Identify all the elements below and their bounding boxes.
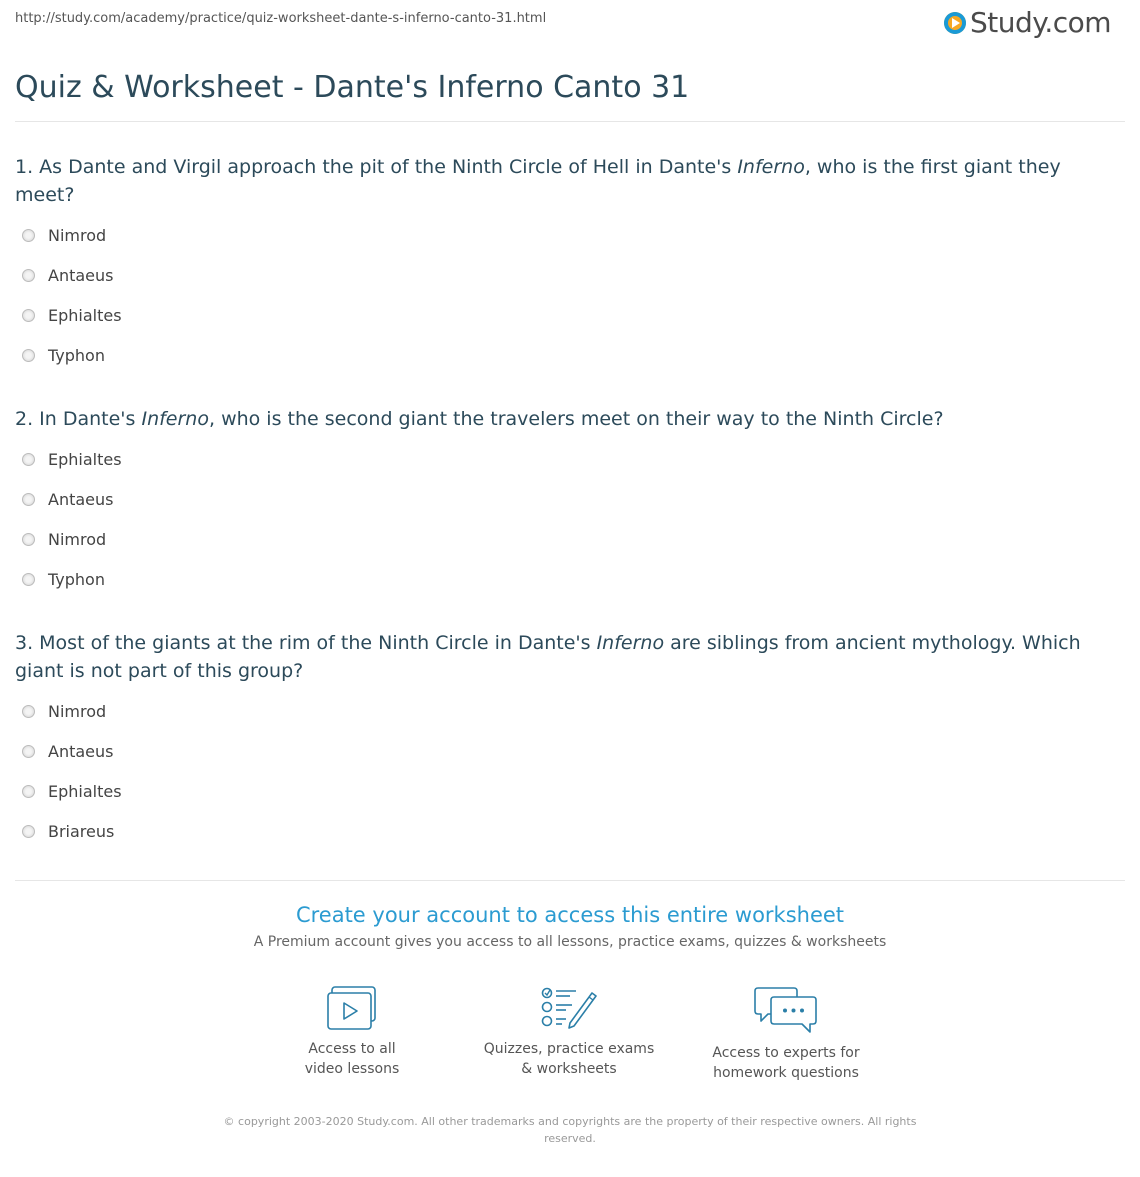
answer-option[interactable]: Ephialtes [22,782,122,801]
logo-text: Study.com [970,6,1112,39]
answer-option[interactable]: Antaeus [22,490,113,509]
divider [15,880,1125,881]
radio-button[interactable] [22,309,35,322]
radio-button[interactable] [22,705,35,718]
chat-bubbles-icon [754,985,818,1035]
answer-option[interactable]: Typhon [22,570,105,589]
answer-option[interactable]: Antaeus [22,742,113,761]
checklist-icon [540,985,598,1031]
copyright-notice: © copyright 2003-2020 Study.com. All other trademarks and copyrights are the property of their respective owners. All rights reserved. [223,1115,917,1145]
radio-button[interactable] [22,493,35,506]
cta-subtitle: A Premium account gives you access to all lessons, practice exams, quizzes & worksheets [253,934,887,950]
answer-option[interactable]: Ephialtes [22,450,122,469]
radio-button[interactable] [22,349,35,362]
create-account-link[interactable]: Create your account to access this entire worksheet [295,903,845,927]
radio-button[interactable] [22,229,35,242]
radio-button[interactable] [22,573,35,586]
radio-button[interactable] [22,453,35,466]
feature-video-lessons: Access to all video lessons [252,985,452,1079]
question-2: 2. In Dante's Inferno, who is the second giant the travelers meet on their way to the Ninth Circle? [15,408,944,430]
answer-option[interactable]: Briareus [22,822,114,841]
answer-option[interactable]: Ephialtes [22,306,122,325]
radio-button[interactable] [22,533,35,546]
answer-option[interactable]: Antaeus [22,266,113,285]
radio-button[interactable] [22,269,35,282]
answer-option[interactable]: Nimrod [22,530,106,549]
page-url: http://study.com/academy/practice/quiz-worksheet-dante-s-inferno-canto-31.html [15,11,547,26]
radio-button[interactable] [22,785,35,798]
feature-experts: Access to experts for homework questions [686,985,886,1083]
radio-button[interactable] [22,825,35,838]
answer-option[interactable]: Typhon [22,346,105,365]
study-logo[interactable] [944,6,1111,39]
video-lesson-icon [326,985,378,1031]
feature-quizzes: Quizzes, practice exams & worksheets [469,985,669,1079]
question-1: 1. As Dante and Virgil approach the pit of the Ninth Circle of Hell in Dante's Inferno, who is the first giant they meet? [15,156,1061,206]
radio-button[interactable] [22,745,35,758]
divider [15,121,1125,122]
answer-option[interactable]: Nimrod [22,226,106,245]
answer-option[interactable]: Nimrod [22,702,106,721]
page-title: Quiz & Worksheet - Dante's Inferno Canto 31 [15,70,690,105]
play-logo-icon [944,12,966,34]
question-3: 3. Most of the giants at the rim of the Ninth Circle in Dante's Inferno are siblings from ancient mythology. Which giant is not part of this group? [15,632,1081,682]
